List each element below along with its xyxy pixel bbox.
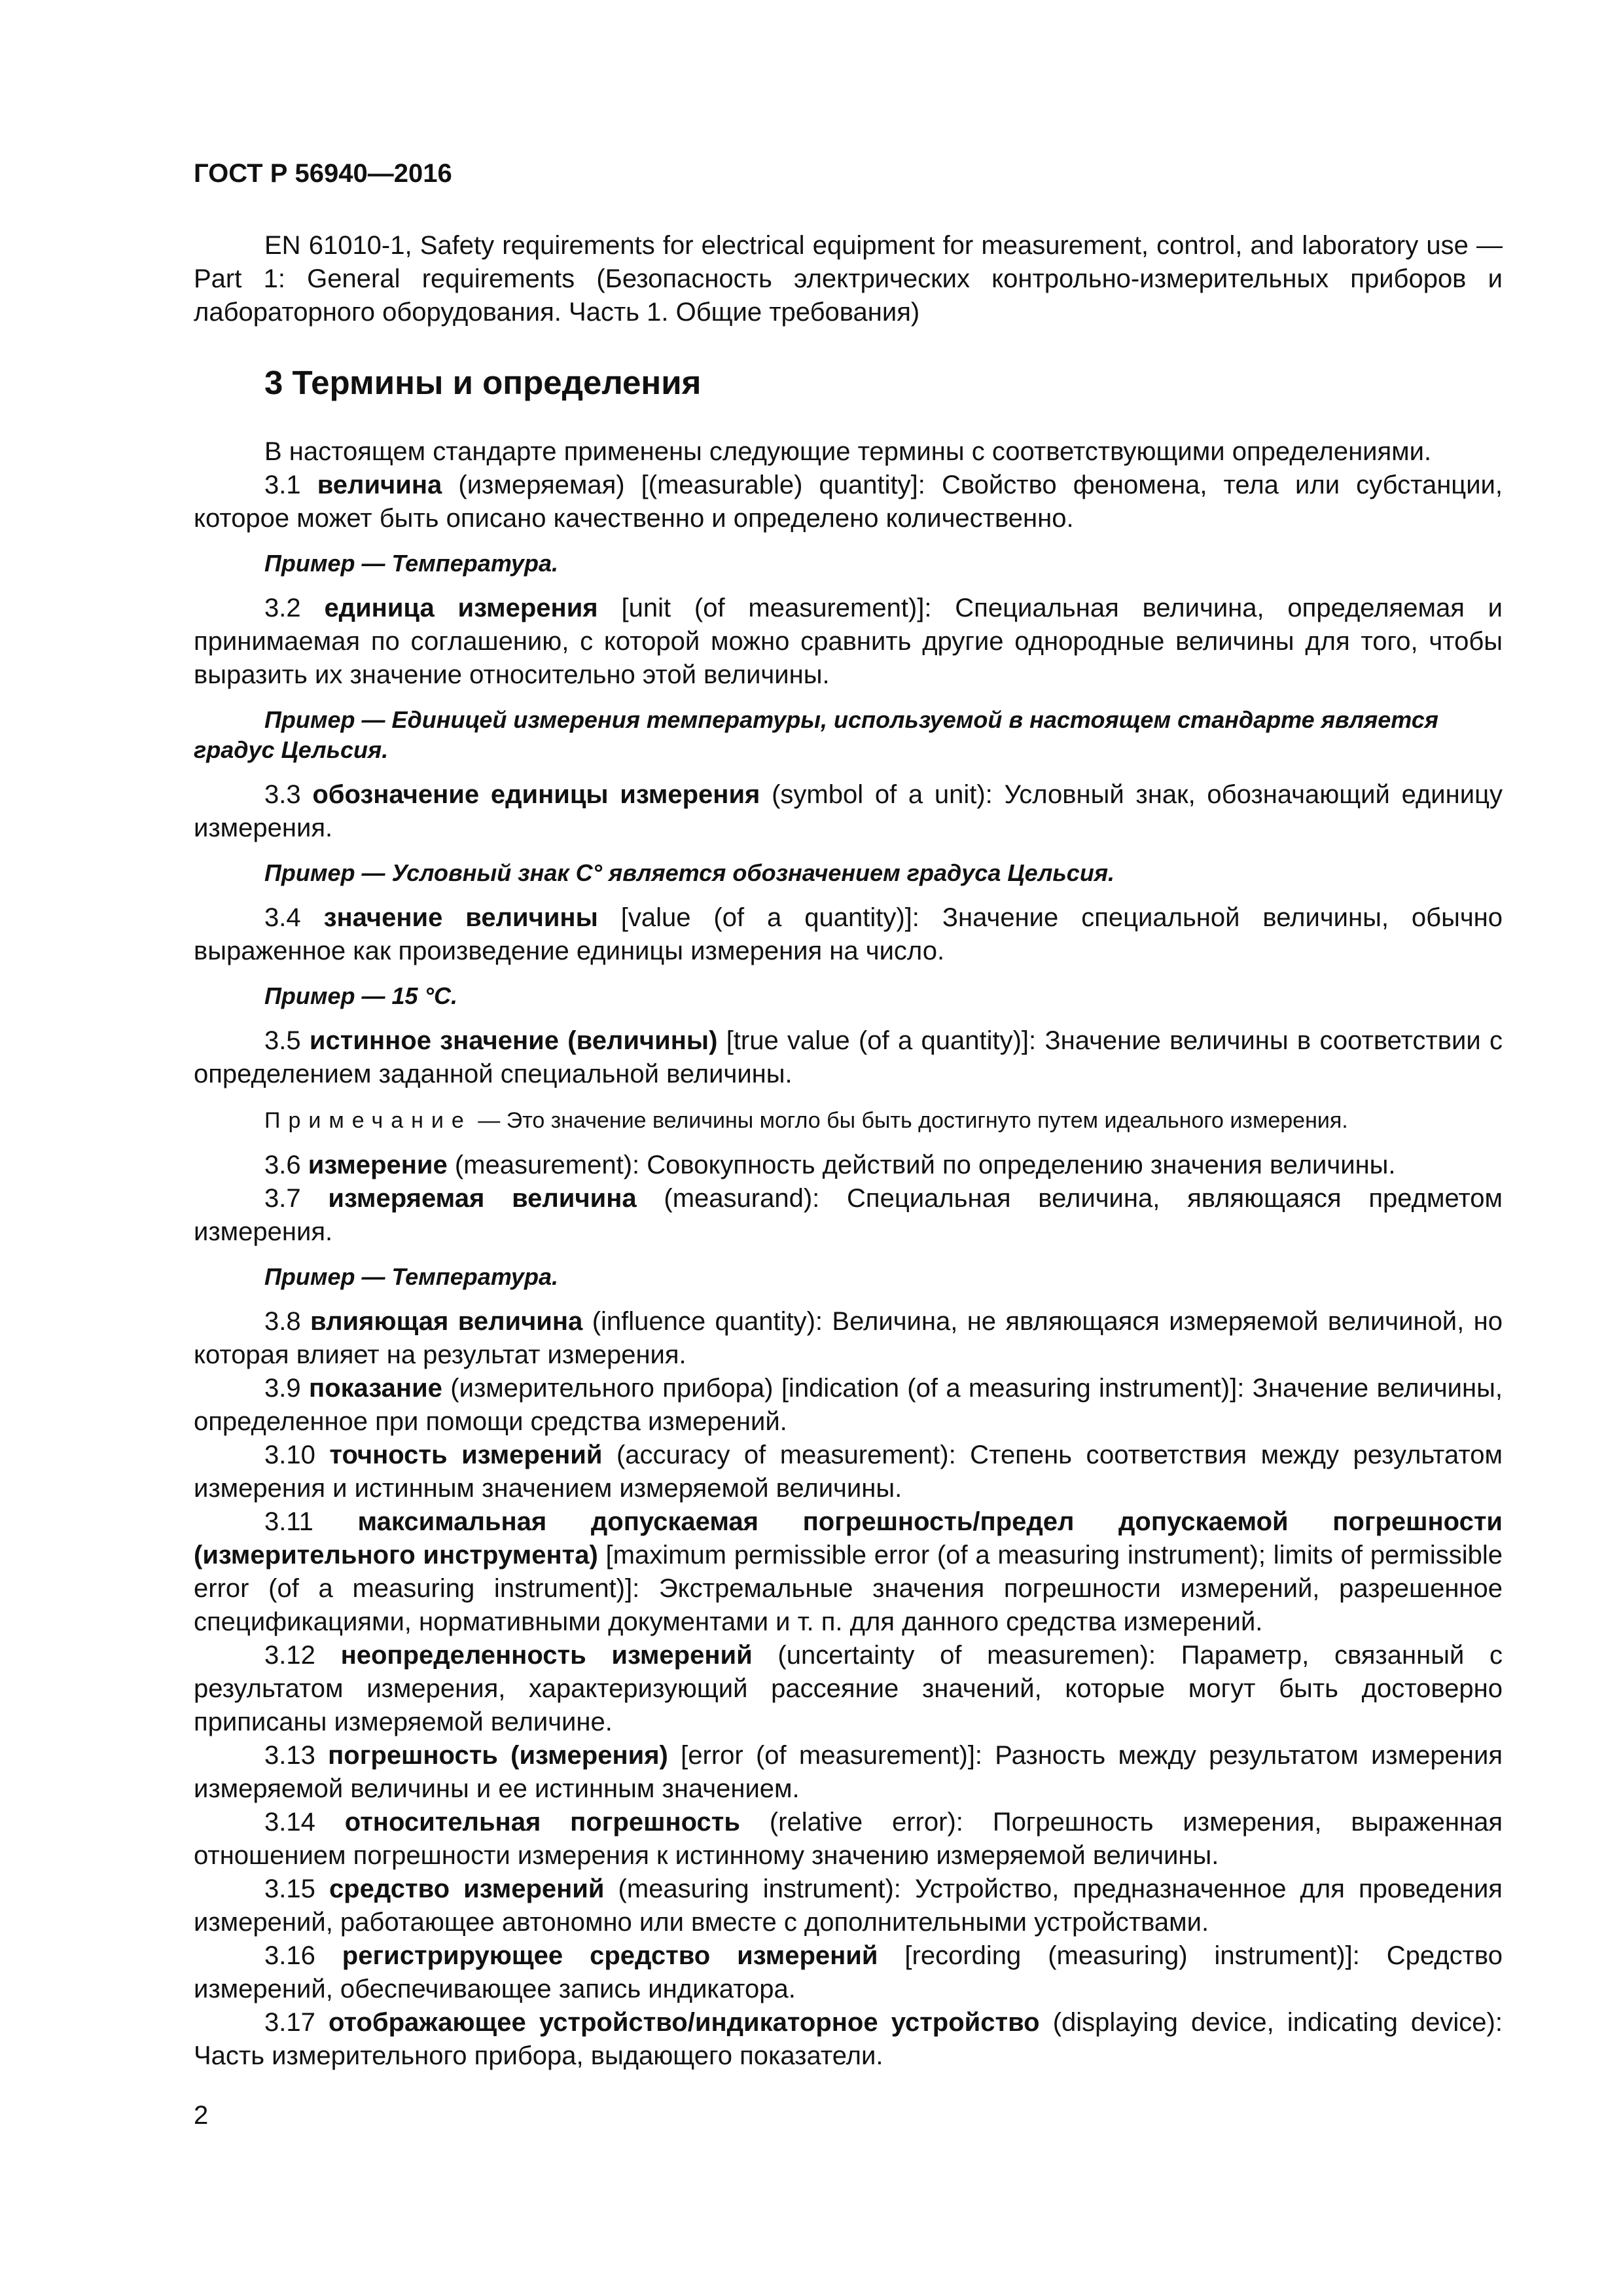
page-body [194, 229, 1503, 2073]
term-name: максимальная допускаемая погрешность/предел допускаемой погрешности (измерительного инструмента) [194, 1507, 1503, 1570]
term-entry [194, 1439, 1503, 1505]
example-text: Пример — Единицей измерения температуры, используемой в настоящем стандарте является градус Цельсия. [194, 706, 1439, 763]
term-entry [194, 1024, 1503, 1091]
term-name: измеряемая величина [328, 1184, 637, 1213]
term-number: 3.10 [264, 1441, 315, 1469]
term-number: 3.5 [264, 1026, 301, 1055]
term-number: 3.6 [264, 1151, 301, 1179]
intro-paragraph: EN 61010-1, Safety requirements for electrical equipment for measurement, control, and laboratory use — Part 1: General requirements (Безопасность электрических контрольно-измерительных приборов и лабораторного оборудования. Часть 1. Общие требования) [194, 231, 1503, 327]
standard-code-header: ГОСТ Р 56940—2016 [194, 159, 452, 188]
term-definition: (измеряемая) [(measurable) quantity]: Свойство феномена, тела или субстанции, которое может быть описано качественно и определено количественно. [194, 471, 1503, 533]
term-name: неопределенность измерений [340, 1641, 753, 1670]
term-definition: (symbol of a unit): Условный знак, обозначающий единицу измерения. [194, 780, 1503, 842]
term-name: погрешность (измерения) [328, 1741, 668, 1770]
term-entry [194, 1739, 1503, 1806]
term-definition: (relative error): Погрешность измерения, выраженная отношением погрешности измерения к истинному значению измеряемой величины. [194, 1808, 1503, 1870]
term-number: 3.13 [264, 1741, 315, 1770]
term-number: 3.12 [264, 1641, 315, 1670]
example-text: Пример — Условный знак С° является обозначением градуса Цельсия. [264, 859, 1115, 886]
term-name: средство измерений [329, 1874, 605, 1903]
term-definition: (accuracy of measurement): Степень соответствия между результатом измерения и истинным значением измеряемой величины. [194, 1441, 1503, 1503]
term-entry [194, 592, 1503, 692]
term-entry [194, 1939, 1503, 2006]
term-number: 3.1 [264, 471, 301, 499]
term-definition: [value (of a quantity)]: Значение специальной величины, обычно выраженное как произведение единицы измерения на число. [194, 903, 1503, 965]
term-entry [194, 469, 1503, 535]
note-text: — Это значение величины могло бы быть достигнуто путем идеального измерения. [478, 1108, 1348, 1133]
term-number: 3.8 [264, 1307, 301, 1336]
term-definition: (measurement): Совокупность действий по определению значения величины. [454, 1151, 1396, 1179]
section-title: 3 Термины и определения [264, 364, 702, 401]
term-name: значение величины [323, 903, 598, 932]
example-text: Пример — 15 °С. [264, 982, 457, 1009]
term-number: 3.4 [264, 903, 301, 932]
term-definition: [error (of measurement)]: Разность между результатом измерения измеряемой величины и ее истинным значением. [194, 1741, 1503, 1803]
page-number: 2 [194, 2101, 209, 2130]
term-number: 3.7 [264, 1184, 301, 1213]
term-definition: (influence quantity): Величина, не являющаяся измеряемой величиной, но которая влияет на результат измерения. [194, 1307, 1503, 1369]
term-definition: [maximum permissible error (of a measuring instrument); limits of permissible error (of a measuring instrument)]: Экстремальные значения погрешности измерений, разрешенное спецификациями, нормативными документами и т. п. для данного средства измерений. [194, 1541, 1503, 1636]
term-definition: [recording (measuring) instrument)]: Средство измерений, обеспечивающее запись индикатора. [194, 1941, 1503, 2003]
term-name: относительная погрешность [344, 1808, 740, 1837]
term-definition: (measuring instrument): Устройство, предназначенное для проведения измерений, работающее автономно или вместе с дополнительными устройствами. [194, 1874, 1503, 1937]
term-definition: (измерительного прибора) [indication (of a measuring instrument)]: Значение величины, определенное при помощи средства измерений. [194, 1374, 1503, 1436]
term-entry [194, 2006, 1503, 2073]
term-definition: [true value (of a quantity)]: Значение величины в соответствии с определением заданной специальной величины. [194, 1026, 1503, 1088]
term-entry [194, 1806, 1503, 1873]
lead-paragraph: В настоящем стандарте применены следующие термины с соответствующими определениями. [264, 437, 1432, 466]
term-name: отображающее устройство/индикаторное устройство [328, 2008, 1040, 2037]
note-label: Примечание [264, 1108, 472, 1133]
term-definition: (measurand): Специальная величина, являющаяся предметом измерения. [194, 1184, 1503, 1246]
term-entry [194, 778, 1503, 845]
term-number: 3.14 [264, 1808, 315, 1837]
term-name: величина [317, 471, 442, 499]
term-definition: [unit (of measurement)]: Специальная величина, определяемая и принимаемая по соглашению, с которой можно сравнить другие однородные величины для того, чтобы выразить их значение относительно этой величины. [194, 594, 1503, 689]
term-name: влияющая величина [310, 1307, 583, 1336]
term-name: показание [308, 1374, 442, 1403]
term-name: истинное значение (величины) [309, 1026, 718, 1055]
term-entry [194, 1372, 1503, 1439]
example-text: Пример — Температура. [264, 1263, 558, 1290]
term-entry [194, 1182, 1503, 1249]
term-entry [194, 901, 1503, 968]
term-number: 3.9 [264, 1374, 301, 1403]
term-name: измерение [308, 1151, 448, 1179]
term-name: регистрирующее средство измерений [342, 1941, 878, 1970]
term-name: точность измерений [329, 1441, 603, 1469]
term-number: 3.17 [264, 2008, 315, 2037]
term-name: единица измерения [324, 594, 598, 622]
term-name: обозначение единицы измерения [312, 780, 760, 809]
term-definition: (displaying device, indicating device): Часть измерительного прибора, выдающего показатели. [194, 2008, 1503, 2070]
term-entry [194, 1873, 1503, 1939]
term-number: 3.15 [264, 1874, 315, 1903]
term-number: 3.2 [264, 594, 301, 622]
term-definition: (uncertainty of measuremen): Параметр, связанный с результатом измерения, характеризующий рассеяние значений, которые могут быть достоверно приписаны измеряемой величине. [194, 1641, 1503, 1736]
example-text: Пример — Температура. [264, 550, 558, 577]
term-entry [194, 1149, 1503, 1182]
term-entry [194, 1305, 1503, 1372]
note-block [194, 1105, 1503, 1136]
term-entry [194, 1639, 1503, 1739]
term-number: 3.3 [264, 780, 301, 809]
term-entry [194, 1505, 1503, 1639]
term-number: 3.11 [264, 1507, 313, 1536]
term-number: 3.16 [264, 1941, 315, 1970]
